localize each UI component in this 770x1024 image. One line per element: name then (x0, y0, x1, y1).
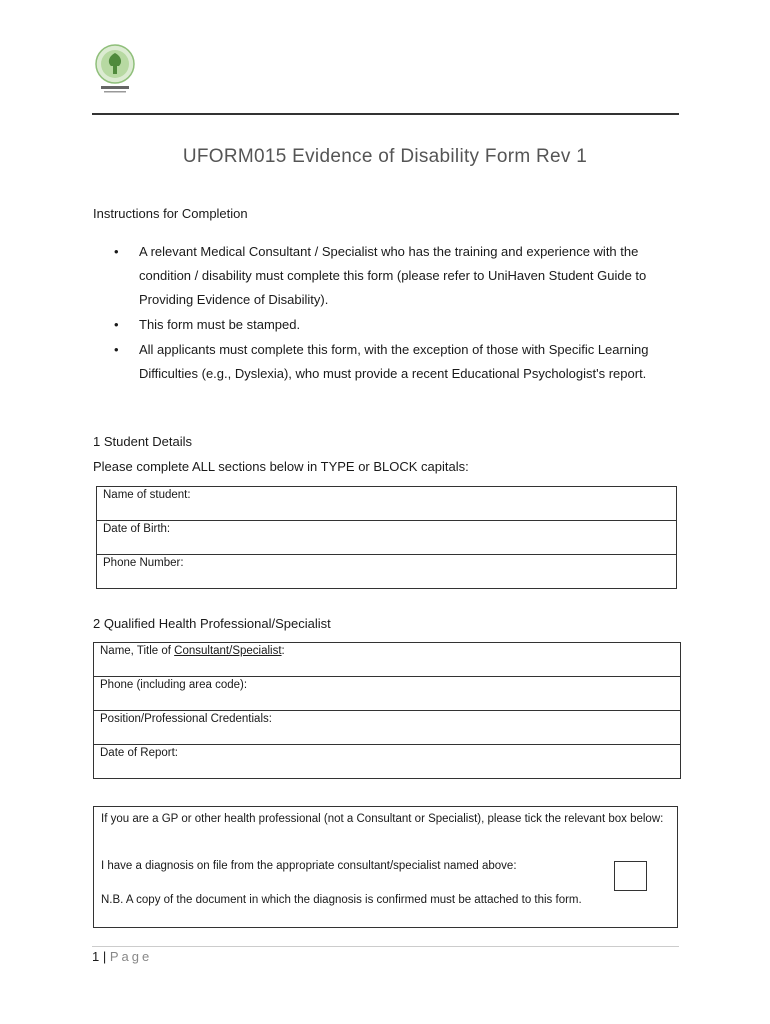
health-professional-table (93, 642, 681, 779)
list-item (114, 338, 674, 386)
list-item (114, 313, 674, 337)
section1-subheading: Please complete ALL sections below in TYPE or BLOCK capitals: (93, 459, 469, 474)
phone-number-field[interactable]: Phone Number: (97, 555, 677, 589)
page-number: 1 (92, 949, 100, 964)
attachment-note: N.B. A copy of the document in which the diagnosis is confirmed must be attached to this form. (101, 894, 582, 906)
phone-area-code-field[interactable]: Phone (including area code): (94, 677, 681, 711)
bullet-icon: • (114, 317, 119, 332)
consultant-name-label-suffix: : (281, 645, 285, 657)
consultant-name-label-prefix: Name, Title of (100, 645, 175, 657)
header-divider (92, 113, 679, 115)
gp-intro-text: If you are a GP or other health professional (not a Consultant or Specialist), please tick the relevant box below: (101, 813, 664, 825)
list-item (114, 240, 674, 312)
student-name-field[interactable]: Name of student: (97, 487, 677, 521)
instruction-text: All applicants must complete this form, with the exception of those with Specific Learning Difficulties (e.g., Dyslexia), who must provide a recent Educational Psychologist's report. (139, 342, 649, 381)
instruction-text: This form must be stamped. (139, 317, 301, 332)
diagnosis-tick-checkbox[interactable] (614, 861, 647, 891)
gp-declaration-box (93, 806, 678, 928)
date-of-birth-field[interactable]: Date of Birth: (97, 521, 677, 555)
diagnosis-statement: I have a diagnosis on file from the appropriate consultant/specialist named above: (101, 860, 517, 872)
consultant-name-field[interactable] (94, 643, 681, 677)
section2-heading: 2 Qualified Health Professional/Specialist (93, 616, 331, 631)
bullet-icon: • (114, 244, 119, 259)
footer-divider (92, 946, 679, 947)
page-footer (92, 949, 152, 964)
footer-separator: | (99, 949, 110, 964)
page-title: UFORM015 Evidence of Disability Form Rev 1 (182, 146, 588, 167)
consultant-name-label-underlined: Consultant/Specialist (174, 645, 282, 657)
instructions-list (114, 240, 674, 387)
section1-heading: 1 Student Details (93, 434, 193, 449)
page-label: Page (109, 949, 153, 964)
instruction-text: A relevant Medical Consultant / Specialist who has the training and experience with the condition / disability must complete this form (please refer to UniHaven Student Guide to Providing Evidence of Disability). (139, 244, 647, 307)
bullet-icon: • (114, 342, 119, 357)
unihaven-logo (92, 44, 138, 96)
instructions-heading: Instructions for Completion (93, 206, 248, 221)
date-of-report-field[interactable]: Date of Report: (94, 745, 681, 779)
credentials-field[interactable]: Position/Professional Credentials: (94, 711, 681, 745)
student-details-table (96, 486, 677, 589)
